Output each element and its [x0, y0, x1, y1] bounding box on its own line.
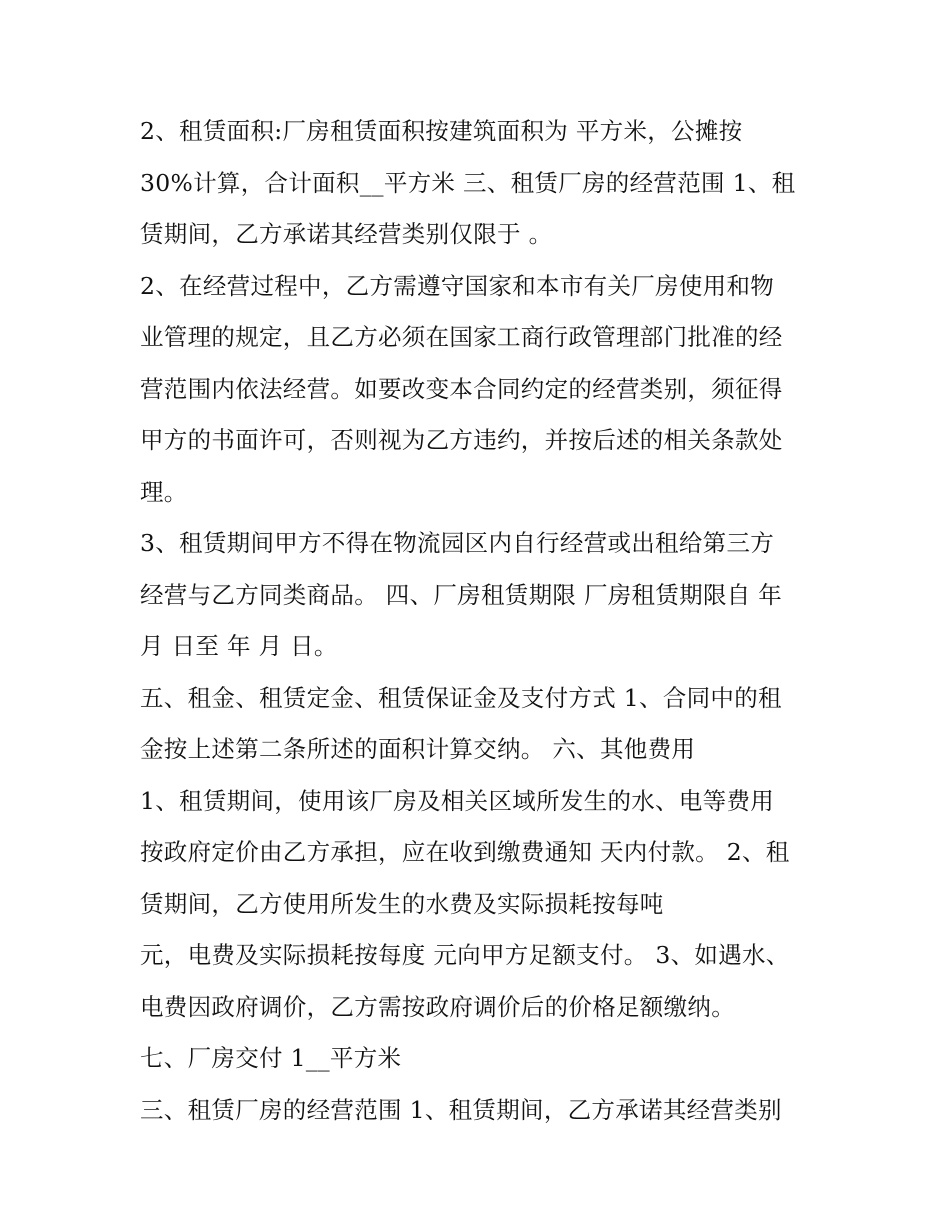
text-line: 2、租赁面积:厂房租赁面积按建筑面积为 平方米，公摊按 — [140, 117, 743, 145]
document-body — [140, 106, 820, 1136]
text-line: 经营与乙方同类商品。 四、厂房租赁期限 厂房租赁期限自 年 — [140, 580, 783, 609]
text-line: 30%计算，合计面积__平方米 三、租赁厂房的经营范围 1、租 — [140, 168, 796, 197]
text-line: 电费因政府调价，乙方需按政府调价后的价格足额缴纳。 — [140, 992, 735, 1021]
text-line: 3、租赁期间甲方不得在物流园区内自行经营或出租给第三方 — [140, 529, 775, 557]
text-line: 2、在经营过程中，乙方需遵守国家和本市有关厂房使用和物 — [140, 271, 775, 300]
text-line: 赁期间，乙方承诺其经营类别仅限于 。 — [140, 220, 553, 248]
text-line: 甲方的书面许可，否则视为乙方违约，并按后述的相关条款处 — [140, 426, 783, 454]
text-line: 三、租赁厂房的经营范围 1、租赁期间，乙方承诺其经营类别 — [140, 1095, 782, 1124]
text-line: 业管理的规定，且乙方必须在国家工商行政管理部门批准的经 — [140, 323, 783, 351]
text-line: 月 日至 年 月 日。 — [140, 632, 338, 660]
text-line: 按政府定价由乙方承担，应在收到缴费通知 天内付款。 2、租 — [140, 838, 790, 866]
text-line: 1、租赁期间，使用该厂房及相关区域所发生的水、电等费用 — [140, 786, 775, 815]
text-line: 元，电费及实际损耗按每度 元向甲方足额支付。 3、如遇水、 — [140, 941, 790, 969]
text-line: 营范围内依法经营。如要改变本合同约定的经营类别，须征得 — [140, 374, 783, 403]
text-line: 理。 — [140, 477, 188, 506]
text-line: 金按上述第二条所述的面积计算交纳。 六、其他费用 — [140, 735, 696, 763]
text-line: 五、租金、租赁定金、租赁保证金及支付方式 1、合同中的租 — [140, 683, 782, 712]
text-line: 赁期间，乙方使用所发生的水费及实际损耗按每吨 — [140, 889, 664, 918]
text-line: 七、厂房交付 1__平方米 — [140, 1044, 402, 1072]
